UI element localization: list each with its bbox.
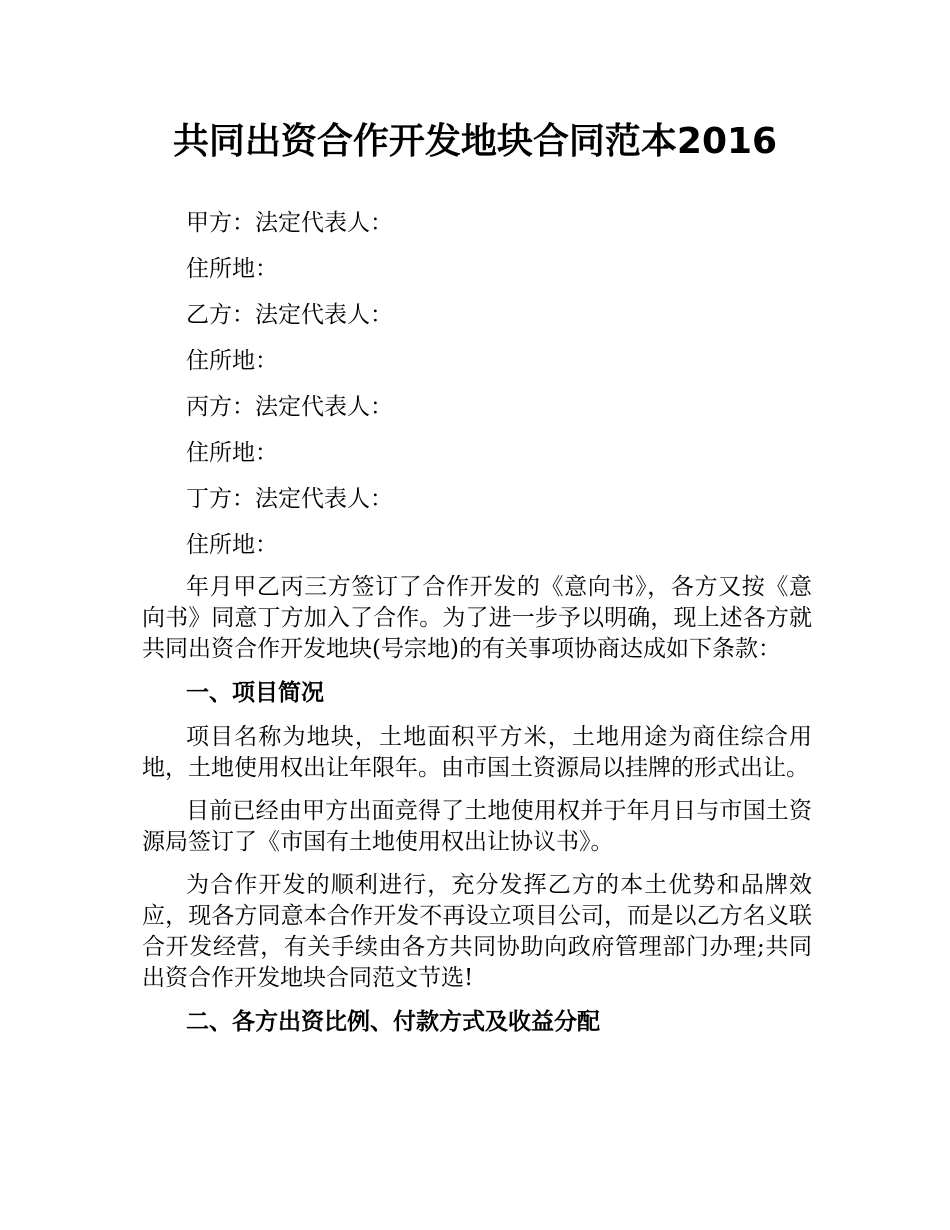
party-c-representative: 丙方：法定代表人： — [186, 394, 393, 420]
party-d-address: 住所地： — [186, 532, 278, 558]
party-b-representative: 乙方：法定代表人： — [186, 302, 393, 328]
section-2-heading: 二、各方出资比例、付款方式及收益分配 — [186, 1009, 600, 1035]
section-1-paragraph-1: 项目名称为地块，土地面积平方米，土地用途为商住综合用地，土地使用权出让年限年。由市国土资源局以挂牌的形式出让。 — [142, 724, 812, 781]
intro-paragraph: 年月甲乙丙三方签订了合作开发的《意向书》，各方又按《意向书》同意丁方加入了合作。为了进一步予以明确，现上述各方就共同出资合作开发地块(号宗地)的有关事项协商达成如下条款： — [142, 574, 812, 662]
party-d-representative: 丁方：法定代表人： — [186, 486, 393, 512]
document-title: 共同出资合作开发地块合同范本2016 — [172, 121, 778, 162]
party-c-address: 住所地： — [186, 440, 278, 466]
section-1-paragraph-2: 目前已经由甲方出面竞得了土地使用权并于年月日与市国土资源局签订了《市国有土地使用权出让协议书》。 — [142, 798, 812, 855]
section-1-paragraph-3: 为合作开发的顺利进行，充分发挥乙方的本土优势和品牌效应，现各方同意本合作开发不再设立项目公司，而是以乙方名义联合开发经营，有关手续由各方共同协助向政府管理部门办理;共同出资合作开发地块合同范文节选! — [142, 872, 812, 991]
party-a-address: 住所地： — [186, 256, 278, 282]
section-1-heading: 一、项目简况 — [186, 680, 324, 706]
party-b-address: 住所地： — [186, 348, 278, 374]
document-body — [142, 200, 812, 1051]
party-a-representative: 甲方：法定代表人： — [186, 210, 393, 236]
